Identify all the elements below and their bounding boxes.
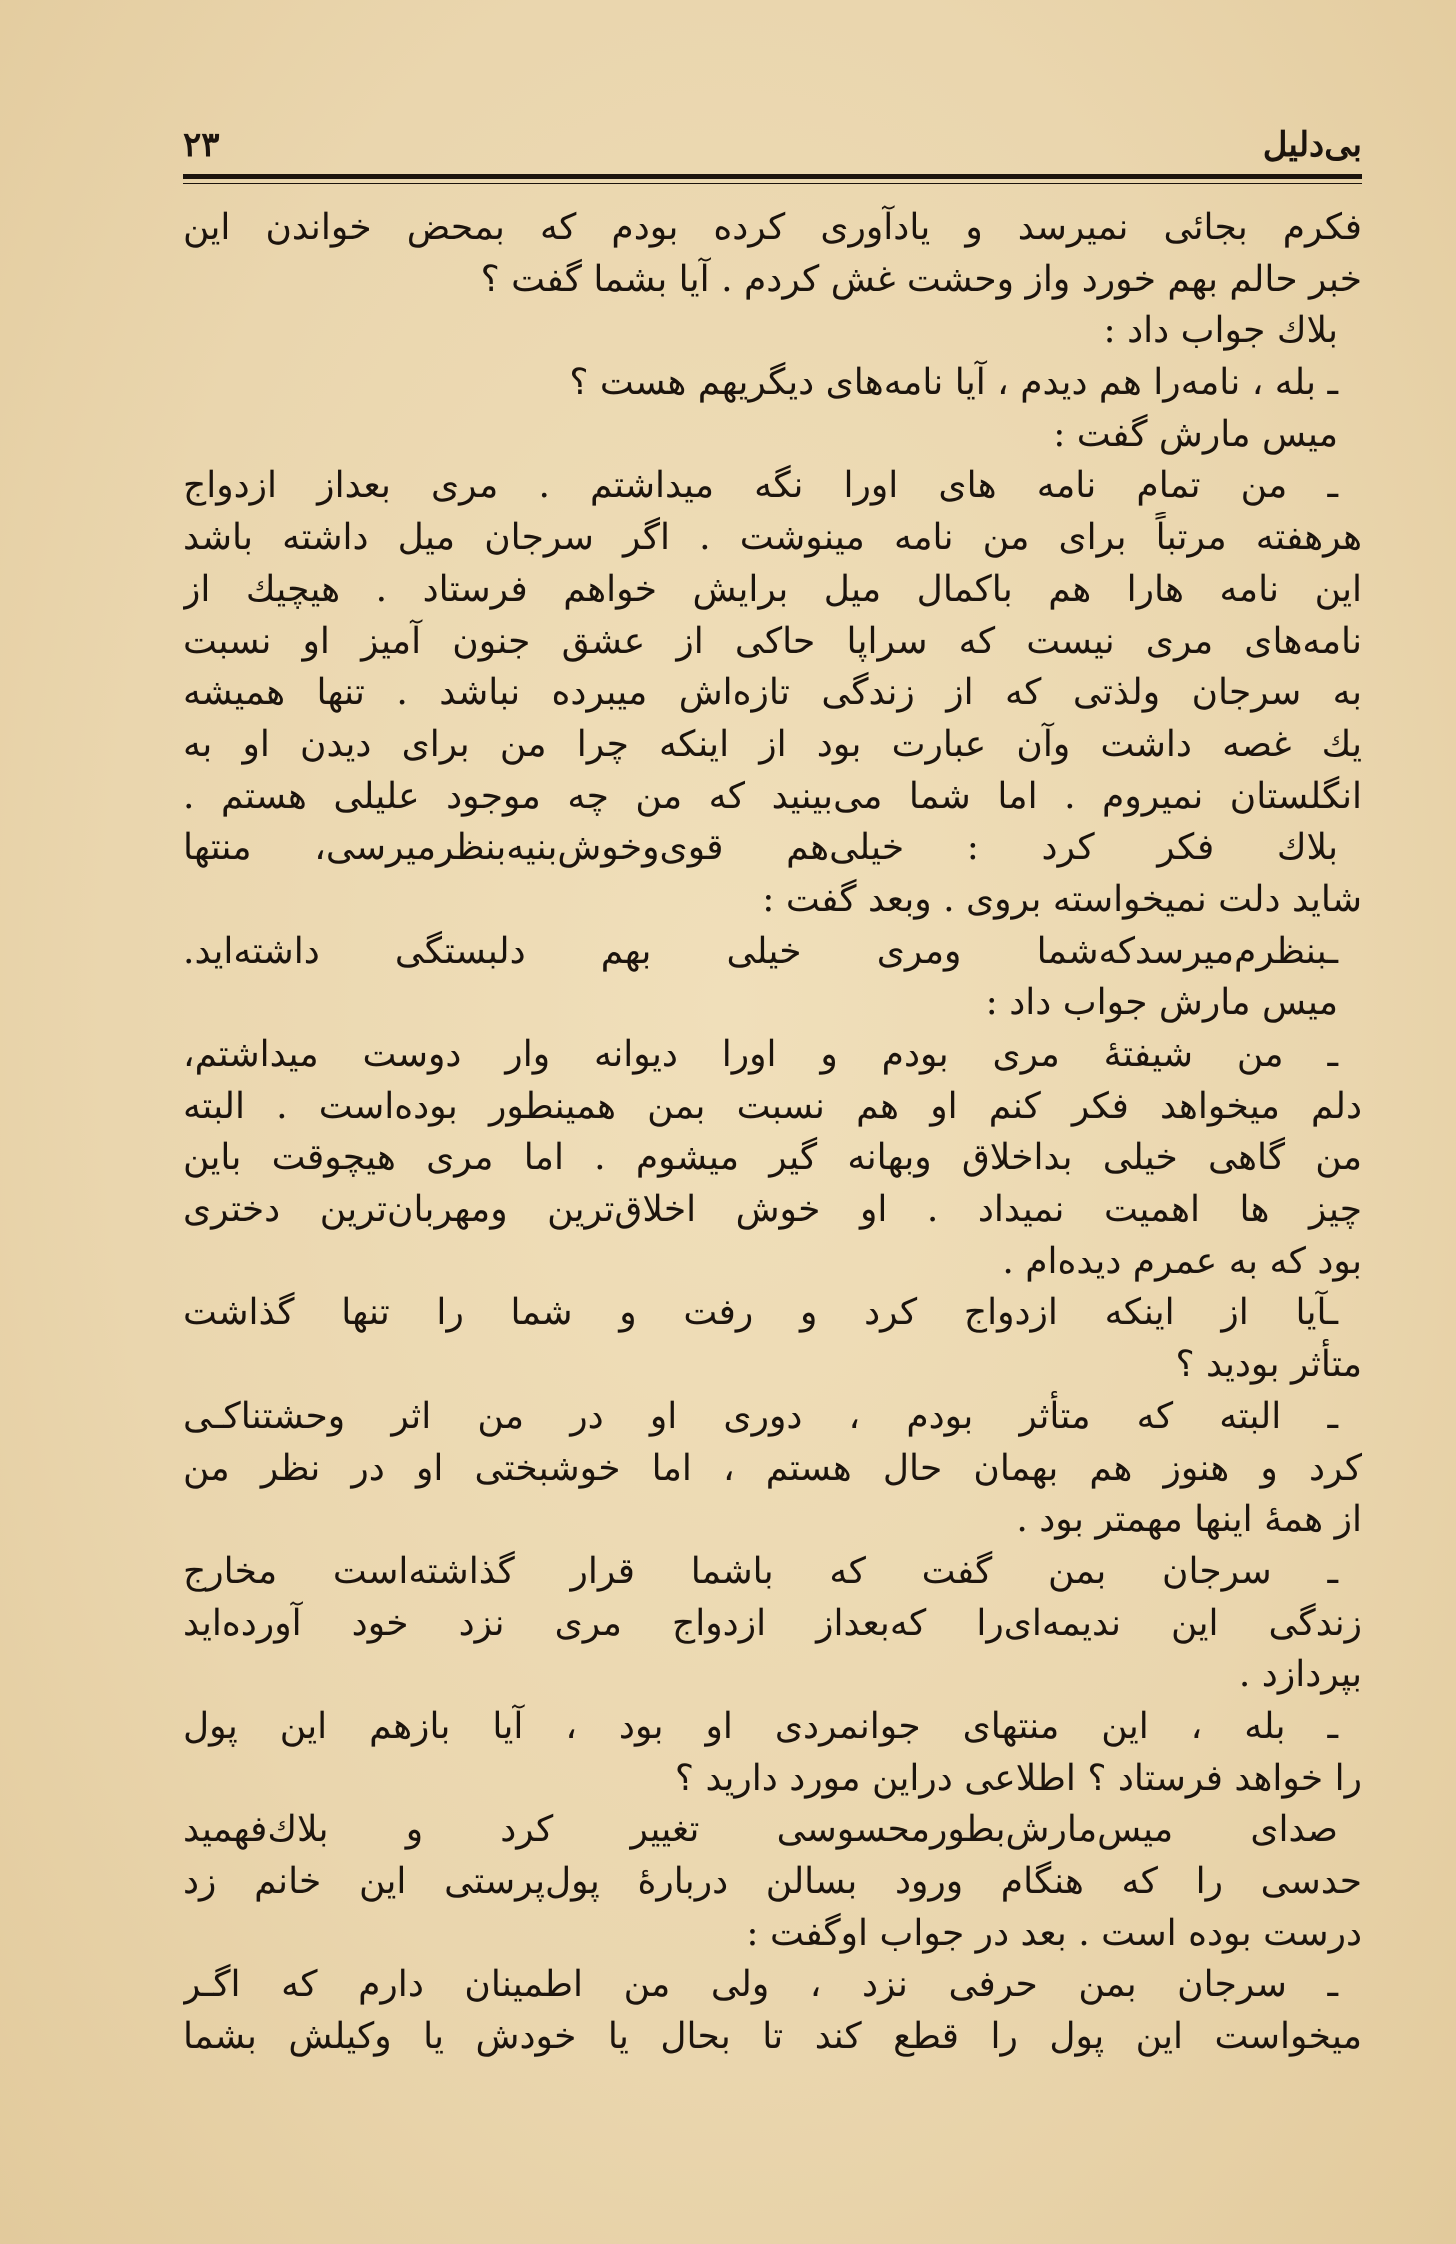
text-line: بود که به عمرم دیده‌ام . xyxy=(1002,1240,1362,1282)
text-line: نامه‌های مری نیست که سراپا حاکی از عشق جنون آمیز او نسبت xyxy=(183,620,1362,662)
text-line: متأثر بودید ؟ xyxy=(1175,1344,1362,1386)
text-line: از همهٔ اینها مهمتر بود . xyxy=(1016,1499,1362,1541)
text-line: هرهفته مرتباً برای من نامه مینوشت . اگر سرجان میل داشته باشد xyxy=(183,517,1362,559)
text-line: بپردازد . xyxy=(1238,1654,1362,1696)
text-line: بلاك فکر کرد : خیلی‌هم قوی‌وخوش‌بنیه‌بنظرمیرسی، منتها xyxy=(183,827,1338,869)
text-line: را خواهد فرستاد ؟ اطلاعی دراین مورد دارید ؟ xyxy=(674,1757,1362,1799)
text-line: یك غصه داشت وآن عبارت بود از اینکه چرا من برای دیدن او به xyxy=(183,723,1362,765)
text-line: ـ من شیفتهٔ مری بودم و اورا دیوانه وار دوست میداشتم، xyxy=(183,1034,1339,1075)
text-line: درست بوده است . بعد در جواب اوگفت : xyxy=(746,1912,1362,1954)
text-line: ـ سرجان بمن گفت که باشما قرار گذاشته‌است مخارج xyxy=(183,1550,1338,1592)
text-line: دلم میخواهد فکر کنم او هم نسبت بمن همینطور بوده‌است . البته xyxy=(183,1085,1362,1127)
text-line: ـ البته که متأثر بودم ، دوری او در من اثر وحشتناکـی xyxy=(183,1395,1338,1437)
text-line: این نامه هارا هم باکمال میل برایش خواهم فرستاد . هیچیك از xyxy=(183,568,1362,610)
text-line: ـ من تمام نامه های اورا نگه میداشتم . مری بعداز ازدواج xyxy=(183,465,1338,507)
text-line: صدای میس‌مارش‌بطورمحسوسی تغییر کرد و بلاك‌فهمید xyxy=(183,1809,1338,1851)
text-line: چیز ها اهمیت نمیداد . او خوش اخلاق‌ترین ومهربان‌ترین دختری xyxy=(183,1189,1362,1231)
text-line: حدسی را که هنگام ورود بسالن دربارهٔ پول‌پرستی این خانم زد xyxy=(183,1861,1362,1902)
text-line: شاید دلت نمیخواسته بروی . وبعد گفت : xyxy=(762,878,1362,920)
text-line: میس مارش گفت : xyxy=(1053,413,1338,455)
text-line: میس مارش جواب داد : xyxy=(985,982,1338,1024)
text-line: ـ سرجان بمن حرفی نزد ، ولی من اطمینان دارم که اگـر xyxy=(183,1964,1338,2006)
page-number: ۲۳ xyxy=(183,125,220,165)
text-line: کرد و هنوز هم بهمان حال هستم ، اما خوشبختی او در نظر من xyxy=(183,1447,1362,1489)
header-rule xyxy=(183,174,1362,179)
running-title: بی‌دلیل xyxy=(1262,125,1362,165)
text-line: فکرم بجائی نمیرسد و یادآوری کرده بودم که بمحض خواندن این xyxy=(183,207,1362,248)
text-line: میخواست این پول را قطع کند تا بحال یا خودش یا وکیلش بشما xyxy=(183,2016,1362,2058)
text-line: انگلستان نمیروم . اما شما می‌بینید که من چه موجود علیلی هستم . xyxy=(183,775,1362,817)
page-header xyxy=(183,120,1362,170)
body-text xyxy=(183,202,1362,2063)
text-line: من گاهی خیلی بداخلاق وبهانه گیر میشوم . اما مری هیچوقت باین xyxy=(183,1137,1362,1179)
text-line: ـ بله ، نامه‌را هم دیدم ، آیا نامه‌های دیگریهم هست ؟ xyxy=(569,362,1338,404)
text-line: ـآیا از اینکه ازدواج کرد و رفت و شما را تنها گذاشت xyxy=(183,1292,1338,1334)
text-line: به سرجان ولذتی که از زندگی تازه‌اش میبرده نباشد . تنها همیشه xyxy=(183,672,1362,714)
text-line: ـبنظرم‌میرسدکه‌شما ومری خیلی بهم دلبستگی داشته‌اید. xyxy=(183,930,1338,972)
text-line: خبر حالم بهم خورد واز وحشت غش کردم . آیا بشما گفت ؟ xyxy=(480,258,1362,300)
text-line: بلاك جواب داد : xyxy=(1103,310,1338,352)
text-line: ـ بله ، این منتهای جوانمردی او بود ، آیا بازهم این پول xyxy=(183,1705,1338,1747)
text-line: زندگی این ندیمه‌ای‌را که‌بعداز ازدواج مری نزد خود آورده‌اید xyxy=(183,1602,1362,1644)
header-rule-thin xyxy=(183,183,1362,184)
